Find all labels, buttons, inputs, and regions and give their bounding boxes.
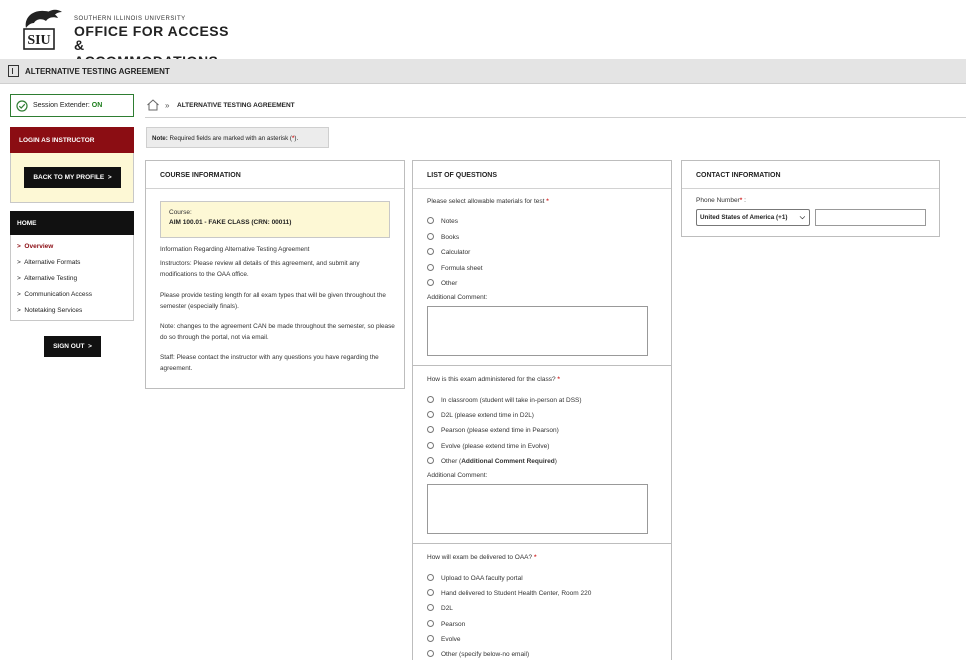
check-circle-icon	[16, 100, 28, 112]
radio-button[interactable]	[427, 233, 434, 240]
office-name-line2: &	[74, 37, 85, 53]
chevron-right-icon: >	[17, 291, 21, 298]
radio-button[interactable]	[427, 604, 434, 611]
sidebar-item-overview[interactable]: > Overview	[17, 243, 54, 250]
chevron-right-icon: >	[17, 307, 21, 314]
administration-comment-textarea[interactable]	[427, 484, 648, 534]
course-label: Course:	[169, 209, 192, 216]
option-delivery-d2l[interactable]: D2L	[427, 604, 453, 612]
option-upload-portal[interactable]: Upload to OAA faculty portal	[427, 574, 523, 582]
sidebar-item-alternative-formats[interactable]: > Alternative Formats	[17, 259, 81, 266]
option-formula-sheet[interactable]: Formula sheet	[427, 264, 483, 272]
option-other[interactable]: Other	[427, 279, 457, 287]
questions-panel	[412, 160, 672, 660]
radio-button[interactable]	[427, 264, 434, 271]
option-hand-delivered[interactable]: Hand delivered to Student Health Center, Room 220	[427, 589, 591, 597]
course-information-title: COURSE INFORMATION	[146, 161, 404, 189]
page-title: ALTERNATIVE TESTING AGREEMENT	[25, 67, 170, 76]
radio-button[interactable]	[427, 574, 434, 581]
sidebar-item-communication-access[interactable]: > Communication Access	[17, 291, 92, 298]
info-heading: Information Regarding Alternative Testing Agreement	[160, 246, 310, 253]
phone-number-input[interactable]	[815, 209, 926, 226]
option-delivery-evolve[interactable]: Evolve	[427, 635, 461, 643]
materials-comment-textarea[interactable]	[427, 306, 648, 356]
chevron-down-icon: ⌵	[799, 214, 805, 221]
info-instructors: Instructors: Please review all details of this agreement, and submit any modifications to the OAA office.	[160, 260, 360, 278]
info-staff-note: Staff: Please contact the instructor with any questions you have regarding the agreement.	[160, 354, 379, 372]
phone-number-label: Phone Number* :	[696, 197, 746, 204]
logo-text: SIU	[27, 33, 51, 48]
course-summary	[160, 201, 390, 238]
login-as-instructor-panel	[10, 127, 134, 203]
back-to-profile-button[interactable]: BACK TO MY PROFILE >	[24, 167, 121, 188]
session-extender-label: Session Extender: ON	[33, 102, 103, 109]
sign-out-button[interactable]: SIGN OUT >	[44, 336, 101, 357]
contact-information-title: CONTACT INFORMATION	[682, 161, 939, 189]
option-books[interactable]: Books	[427, 233, 459, 241]
comment-label: Additional Comment:	[427, 294, 488, 301]
radio-button[interactable]	[427, 635, 434, 642]
sidebar-nav	[10, 211, 134, 321]
info-changes-note: Note: changes to the agreement CAN be made throughout the semester, so please do so through the portal, not via email.	[160, 323, 395, 341]
required-fields-note: Note: Required fields are marked with an asterisk (*).	[146, 127, 329, 148]
chevron-right-icon: >	[17, 243, 21, 250]
sidebar-item-alternative-testing[interactable]: > Alternative Testing	[17, 275, 78, 282]
info-testing-length: Please provide testing length for all exam types that will be given throughout the semester (especially finals).	[160, 292, 386, 310]
site-logo[interactable]	[12, 6, 232, 52]
radio-button[interactable]	[427, 217, 434, 224]
option-calculator[interactable]: Calculator	[427, 248, 470, 256]
radio-button[interactable]	[427, 248, 434, 255]
option-delivery-other[interactable]: Other (specify below-no email)	[427, 650, 529, 658]
option-in-classroom[interactable]: In classroom (student will take in-person at DSS)	[427, 396, 582, 404]
question-materials: Please select allowable materials for test *	[427, 198, 549, 205]
question-administration: How is this exam administered for the class? *	[427, 376, 560, 383]
office-name-line1: OFFICE FOR ACCESS	[74, 23, 229, 39]
option-pearson[interactable]: Pearson (please extend time in Pearson)	[427, 426, 559, 434]
breadcrumb-current: ALTERNATIVE TESTING AGREEMENT	[177, 102, 295, 109]
radio-button[interactable]	[427, 396, 434, 403]
radio-button[interactable]	[427, 442, 434, 449]
sidebar-item-notetaking-services[interactable]: > Notetaking Services	[17, 307, 83, 314]
home-icon[interactable]	[146, 99, 160, 111]
chevron-right-icon: >	[17, 259, 21, 266]
comment-label: Additional Comment:	[427, 472, 488, 479]
country-code-select[interactable]: United States of America (+1) ⌵	[696, 209, 810, 226]
contact-information-panel	[681, 160, 940, 237]
option-evolve[interactable]: Evolve (please extend time in Evolve)	[427, 442, 549, 450]
radio-button[interactable]	[427, 279, 434, 286]
session-extender[interactable]	[10, 94, 134, 117]
nav-header-home[interactable]: HOME	[10, 211, 134, 235]
login-as-instructor-header: LOGIN AS INSTRUCTOR	[10, 127, 134, 153]
option-notes[interactable]: Notes	[427, 217, 458, 225]
chevron-right-icon: >	[106, 174, 112, 181]
question-divider	[413, 543, 671, 544]
option-d2l[interactable]: D2L (please extend time in D2L)	[427, 411, 534, 419]
radio-button[interactable]	[427, 457, 434, 464]
document-icon	[8, 65, 19, 77]
radio-button[interactable]	[427, 426, 434, 433]
question-divider	[413, 365, 671, 366]
radio-button[interactable]	[427, 650, 434, 657]
radio-button[interactable]	[427, 411, 434, 418]
radio-button[interactable]	[427, 620, 434, 627]
siu-saluki-logo-icon	[18, 6, 64, 52]
option-other-required[interactable]: Other (Additional Comment Required)	[427, 457, 557, 465]
page-title-bar	[0, 59, 966, 84]
breadcrumb-divider	[145, 117, 966, 118]
university-name: SOUTHERN ILLINOIS UNIVERSITY	[74, 16, 186, 22]
session-extender-state: ON	[91, 102, 103, 109]
course-information-panel	[145, 160, 405, 389]
chevron-right-icon: >	[86, 343, 92, 350]
breadcrumb-separator: »	[165, 101, 170, 110]
question-delivery: How will exam be delivered to OAA? *	[427, 554, 537, 561]
chevron-right-icon: >	[17, 275, 21, 282]
course-name: AIM 100.01 - FAKE CLASS (CRN: 00011)	[169, 219, 292, 226]
radio-button[interactable]	[427, 589, 434, 596]
option-delivery-pearson[interactable]: Pearson	[427, 620, 465, 628]
questions-title: LIST OF QUESTIONS	[413, 161, 671, 189]
